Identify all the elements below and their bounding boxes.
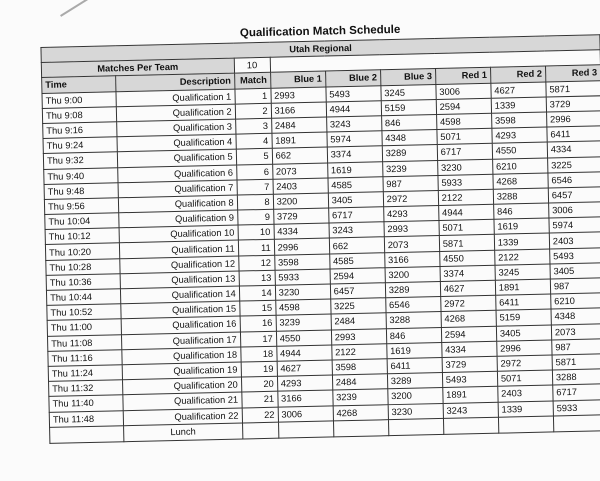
red-1-team: 3006 bbox=[436, 83, 491, 99]
match-time: Thu 11:32 bbox=[49, 380, 123, 397]
red-3-team: 2403 bbox=[549, 232, 600, 248]
match-description: Qualification 18 bbox=[122, 347, 241, 365]
match-time: Thu 10:12 bbox=[45, 228, 119, 245]
red-1-team: 3230 bbox=[437, 159, 492, 175]
match-time: Thu 10:20 bbox=[45, 243, 119, 260]
red-1-team: 6717 bbox=[437, 144, 492, 160]
red-2-team: 2972 bbox=[497, 355, 552, 371]
blue-3-team: 3288 bbox=[386, 312, 441, 328]
red-1-team: 5071 bbox=[439, 220, 494, 236]
red-2-team: 4268 bbox=[493, 173, 548, 189]
blue-2-team: 3225 bbox=[330, 298, 385, 314]
match-number: 13 bbox=[239, 270, 275, 286]
match-description: Qualification 8 bbox=[118, 195, 237, 213]
red-1-team: 2972 bbox=[440, 295, 495, 311]
red-3-team: 6210 bbox=[551, 293, 600, 309]
match-number: 18 bbox=[240, 346, 276, 362]
red-2-team: 3598 bbox=[491, 112, 546, 128]
blue-3-team: 3166 bbox=[384, 251, 439, 267]
blue-3-team: 1619 bbox=[386, 342, 441, 358]
blue-1-team: 3230 bbox=[275, 284, 330, 300]
red-1-team: 5871 bbox=[439, 235, 494, 251]
blue-2-team: 3405 bbox=[328, 192, 383, 208]
blue-3-team: 3230 bbox=[388, 403, 443, 419]
match-description: Qualification 4 bbox=[117, 134, 236, 152]
red-2-team: 6210 bbox=[492, 158, 547, 174]
blue-2-team: 3374 bbox=[327, 146, 382, 162]
blue-3-team: 4293 bbox=[383, 206, 438, 222]
empty-cell bbox=[333, 419, 388, 436]
blue-2-team: 4268 bbox=[333, 404, 388, 420]
empty-cell bbox=[498, 416, 553, 433]
blue-2-team: 4585 bbox=[328, 176, 383, 192]
red-3-team: 5974 bbox=[549, 217, 600, 233]
blue-2-team: 3239 bbox=[332, 389, 387, 405]
match-time: Thu 9:56 bbox=[44, 198, 118, 215]
blue-1-team: 2993 bbox=[271, 87, 326, 103]
match-number: 5 bbox=[236, 149, 272, 165]
match-description: Qualification 16 bbox=[121, 316, 240, 334]
match-time: Thu 11:16 bbox=[48, 349, 122, 366]
red-3-team: 5871 bbox=[546, 80, 600, 96]
column-header-match: Match bbox=[234, 73, 270, 89]
match-time: Thu 9:08 bbox=[42, 107, 116, 124]
match-time: Thu 9:16 bbox=[43, 122, 117, 139]
match-description: Qualification 13 bbox=[120, 271, 239, 289]
match-number: 8 bbox=[237, 194, 273, 210]
red-2-team: 3288 bbox=[493, 188, 548, 204]
match-number: 16 bbox=[240, 316, 276, 332]
match-time: Thu 10:04 bbox=[45, 213, 119, 230]
match-time: Thu 9:00 bbox=[42, 91, 116, 108]
matches-per-team-label: Matches Per Team bbox=[41, 58, 234, 78]
red-2-team: 4550 bbox=[492, 142, 547, 158]
blue-1-team: 2996 bbox=[274, 238, 329, 254]
blue-2-team: 2484 bbox=[332, 374, 387, 390]
red-1-team: 4268 bbox=[441, 311, 496, 327]
blue-1-team: 3729 bbox=[273, 208, 328, 224]
red-3-team: 5871 bbox=[552, 354, 600, 370]
match-time: Thu 9:24 bbox=[43, 137, 117, 154]
matches-per-team-value: 10 bbox=[234, 57, 270, 73]
red-3-team: 5933 bbox=[553, 399, 600, 415]
red-2-team: 3245 bbox=[495, 264, 550, 280]
red-2-team: 1339 bbox=[491, 97, 546, 113]
blue-3-team: 3289 bbox=[382, 145, 437, 161]
blue-3-team: 987 bbox=[383, 175, 438, 191]
empty-cell bbox=[443, 417, 498, 434]
match-number: 11 bbox=[238, 240, 274, 256]
blue-3-team: 6411 bbox=[387, 357, 442, 373]
blue-1-team: 1891 bbox=[272, 132, 327, 148]
red-1-team: 1891 bbox=[443, 387, 498, 403]
blue-1-team: 4598 bbox=[275, 299, 330, 315]
blue-2-team: 3598 bbox=[332, 359, 387, 375]
red-3-team: 3288 bbox=[552, 369, 600, 385]
match-number: 21 bbox=[241, 392, 277, 408]
match-description: Qualification 1 bbox=[116, 89, 235, 107]
red-1-team: 3243 bbox=[443, 402, 498, 418]
red-1-team: 2122 bbox=[438, 189, 493, 205]
blue-1-team: 3598 bbox=[274, 254, 329, 270]
red-3-team: 6457 bbox=[548, 187, 600, 203]
red-1-team: 4598 bbox=[436, 113, 491, 129]
match-description: Qualification 15 bbox=[121, 301, 240, 319]
blue-2-team: 5493 bbox=[326, 85, 381, 101]
empty-cell bbox=[553, 414, 600, 431]
match-number: 2 bbox=[235, 103, 271, 119]
blue-1-team: 3166 bbox=[277, 390, 332, 406]
blue-3-team: 3245 bbox=[381, 84, 436, 100]
red-1-team: 4627 bbox=[440, 280, 495, 296]
match-number: 4 bbox=[236, 133, 272, 149]
page-title: Qualification Match Schedule bbox=[239, 23, 401, 40]
blue-1-team: 5933 bbox=[275, 269, 330, 285]
column-header-red-1: Red 1 bbox=[435, 68, 490, 84]
blue-3-team: 846 bbox=[381, 114, 436, 130]
red-3-team: 6546 bbox=[548, 171, 600, 187]
empty-cell bbox=[278, 421, 333, 438]
empty-cell bbox=[242, 422, 278, 439]
match-description: Qualification 7 bbox=[118, 180, 237, 198]
match-description: Qualification 22 bbox=[123, 408, 242, 426]
red-1-team: 4944 bbox=[438, 204, 493, 220]
column-header-blue-3: Blue 3 bbox=[380, 69, 435, 85]
red-2-team: 4627 bbox=[491, 82, 546, 98]
match-time: Thu 9:32 bbox=[43, 152, 117, 169]
red-1-team: 5071 bbox=[437, 128, 492, 144]
red-2-team: 1619 bbox=[494, 218, 549, 234]
lunch-label: Lunch bbox=[124, 423, 243, 442]
match-description: Qualification 11 bbox=[119, 240, 238, 258]
red-3-team: 987 bbox=[550, 278, 600, 294]
blue-1-team: 3006 bbox=[278, 405, 333, 421]
blue-1-team: 4293 bbox=[277, 375, 332, 391]
red-1-team: 5493 bbox=[442, 371, 497, 387]
match-number: 10 bbox=[238, 224, 274, 240]
red-3-team: 6411 bbox=[547, 126, 600, 142]
red-3-team: 5493 bbox=[550, 247, 600, 263]
blue-2-team: 4944 bbox=[326, 101, 381, 117]
red-2-team: 3405 bbox=[496, 325, 551, 341]
blue-1-team: 2073 bbox=[272, 163, 327, 179]
match-description: Qualification 21 bbox=[123, 392, 242, 410]
schedule-sheet bbox=[40, 15, 600, 444]
red-1-team: 4550 bbox=[439, 250, 494, 266]
match-time: Thu 10:44 bbox=[46, 289, 120, 306]
blue-3-team: 3289 bbox=[387, 373, 442, 389]
red-2-team: 5071 bbox=[497, 370, 552, 386]
red-2-team: 4293 bbox=[492, 127, 547, 143]
match-number: 7 bbox=[237, 179, 273, 195]
match-description: Qualification 20 bbox=[123, 377, 242, 395]
blue-1-team: 4627 bbox=[277, 360, 332, 376]
blue-1-team: 4944 bbox=[276, 345, 331, 361]
match-description: Qualification 2 bbox=[116, 104, 235, 122]
schedule-table bbox=[40, 34, 600, 443]
regional-name: Utah Regional bbox=[41, 35, 600, 63]
match-number: 3 bbox=[235, 118, 271, 134]
match-number: 22 bbox=[242, 407, 278, 423]
red-1-team: 2594 bbox=[441, 326, 496, 342]
blue-3-team: 3239 bbox=[382, 160, 437, 176]
blue-2-team: 3243 bbox=[326, 116, 381, 132]
red-2-team: 2122 bbox=[494, 249, 549, 265]
red-3-team: 4348 bbox=[551, 308, 600, 324]
red-3-team: 3405 bbox=[550, 263, 600, 279]
blue-2-team: 6457 bbox=[330, 283, 385, 299]
red-2-team: 5159 bbox=[496, 309, 551, 325]
blue-2-team: 3243 bbox=[329, 222, 384, 238]
blue-3-team: 4348 bbox=[382, 130, 437, 146]
blue-3-team: 6546 bbox=[385, 297, 440, 313]
red-1-team: 4334 bbox=[442, 341, 497, 357]
red-1-team: 3729 bbox=[442, 356, 497, 372]
blue-1-team: 2484 bbox=[271, 117, 326, 133]
empty-cell bbox=[50, 425, 124, 443]
blue-2-team: 1619 bbox=[327, 161, 382, 177]
red-3-team: 3729 bbox=[546, 96, 600, 112]
red-2-team: 2403 bbox=[498, 385, 553, 401]
blue-3-team: 3289 bbox=[385, 281, 440, 297]
blue-1-team: 2403 bbox=[273, 178, 328, 194]
match-number: 17 bbox=[240, 331, 276, 347]
red-2-team: 846 bbox=[493, 203, 548, 219]
red-3-team: 987 bbox=[552, 338, 600, 354]
match-description: Qualification 17 bbox=[122, 332, 241, 350]
empty-cell bbox=[388, 418, 443, 435]
blue-1-team: 3200 bbox=[273, 193, 328, 209]
match-number: 19 bbox=[241, 361, 277, 377]
red-2-team: 2996 bbox=[497, 340, 552, 356]
column-header-description: Description bbox=[116, 73, 235, 91]
blue-2-team: 5974 bbox=[327, 131, 382, 147]
red-3-team: 2996 bbox=[546, 111, 600, 127]
match-number: 14 bbox=[239, 285, 275, 301]
match-number: 9 bbox=[237, 209, 273, 225]
red-3-team: 2073 bbox=[551, 323, 600, 339]
red-3-team: 3225 bbox=[547, 156, 600, 172]
match-description: Qualification 19 bbox=[122, 362, 241, 380]
match-time: Thu 11:24 bbox=[48, 365, 122, 382]
column-header-red-2: Red 2 bbox=[490, 66, 545, 82]
match-time: Thu 9:48 bbox=[44, 182, 118, 199]
column-header-time: Time bbox=[42, 76, 116, 93]
match-number: 12 bbox=[238, 255, 274, 271]
match-time: Thu 10:36 bbox=[46, 274, 120, 291]
blue-2-team: 4585 bbox=[329, 252, 384, 268]
match-time: Thu 10:52 bbox=[47, 304, 121, 321]
red-1-team: 5933 bbox=[438, 174, 493, 190]
blue-2-team: 2594 bbox=[330, 268, 385, 284]
blue-2-team: 6717 bbox=[328, 207, 383, 223]
blue-1-team: 662 bbox=[272, 147, 327, 163]
blue-2-team: 2993 bbox=[331, 328, 386, 344]
blue-3-team: 2073 bbox=[384, 236, 439, 252]
blue-3-team: 846 bbox=[386, 327, 441, 343]
pen-mark bbox=[60, 0, 90, 17]
blue-3-team: 3200 bbox=[385, 266, 440, 282]
match-description: Qualification 3 bbox=[117, 119, 236, 137]
red-2-team: 1339 bbox=[498, 400, 553, 416]
red-3-team: 4334 bbox=[547, 141, 600, 157]
match-time: Thu 11:40 bbox=[49, 395, 123, 412]
match-description: Qualification 9 bbox=[119, 210, 238, 228]
blue-1-team: 3166 bbox=[271, 102, 326, 118]
match-number: 20 bbox=[241, 376, 277, 392]
match-number: 1 bbox=[235, 88, 271, 104]
column-header-blue-1: Blue 1 bbox=[270, 71, 325, 87]
match-description: Qualification 5 bbox=[117, 149, 236, 167]
match-time: Thu 10:28 bbox=[46, 258, 120, 275]
blue-2-team: 662 bbox=[329, 237, 384, 253]
blue-2-team: 2122 bbox=[331, 343, 386, 359]
red-2-team: 1891 bbox=[495, 279, 550, 295]
blue-3-team: 3200 bbox=[388, 388, 443, 404]
match-time: Thu 11:08 bbox=[47, 334, 121, 351]
match-number: 6 bbox=[236, 164, 272, 180]
red-3-team: 3006 bbox=[548, 202, 600, 218]
match-time: Thu 11:00 bbox=[47, 319, 121, 336]
red-3-team: 6717 bbox=[553, 384, 600, 400]
red-2-team: 1339 bbox=[494, 233, 549, 249]
blue-3-team: 2972 bbox=[383, 190, 438, 206]
match-description: Qualification 14 bbox=[121, 286, 240, 304]
blue-3-team: 5159 bbox=[381, 99, 436, 115]
red-2-team: 6411 bbox=[496, 294, 551, 310]
match-description: Qualification 6 bbox=[118, 165, 237, 183]
red-1-team: 3374 bbox=[440, 265, 495, 281]
red-1-team: 2594 bbox=[436, 98, 491, 114]
blue-3-team: 2993 bbox=[384, 221, 439, 237]
match-description: Qualification 12 bbox=[120, 256, 239, 274]
blue-1-team: 4550 bbox=[276, 330, 331, 346]
match-time: Thu 11:48 bbox=[49, 410, 123, 427]
blue-2-team: 2484 bbox=[331, 313, 386, 329]
match-number: 15 bbox=[239, 300, 275, 316]
match-time: Thu 9:40 bbox=[44, 167, 118, 184]
column-header-red-3: Red 3 bbox=[545, 65, 600, 81]
match-description: Qualification 10 bbox=[119, 225, 238, 243]
column-header-blue-2: Blue 2 bbox=[325, 70, 380, 86]
blue-1-team: 4334 bbox=[274, 223, 329, 239]
blue-1-team: 3239 bbox=[276, 314, 331, 330]
